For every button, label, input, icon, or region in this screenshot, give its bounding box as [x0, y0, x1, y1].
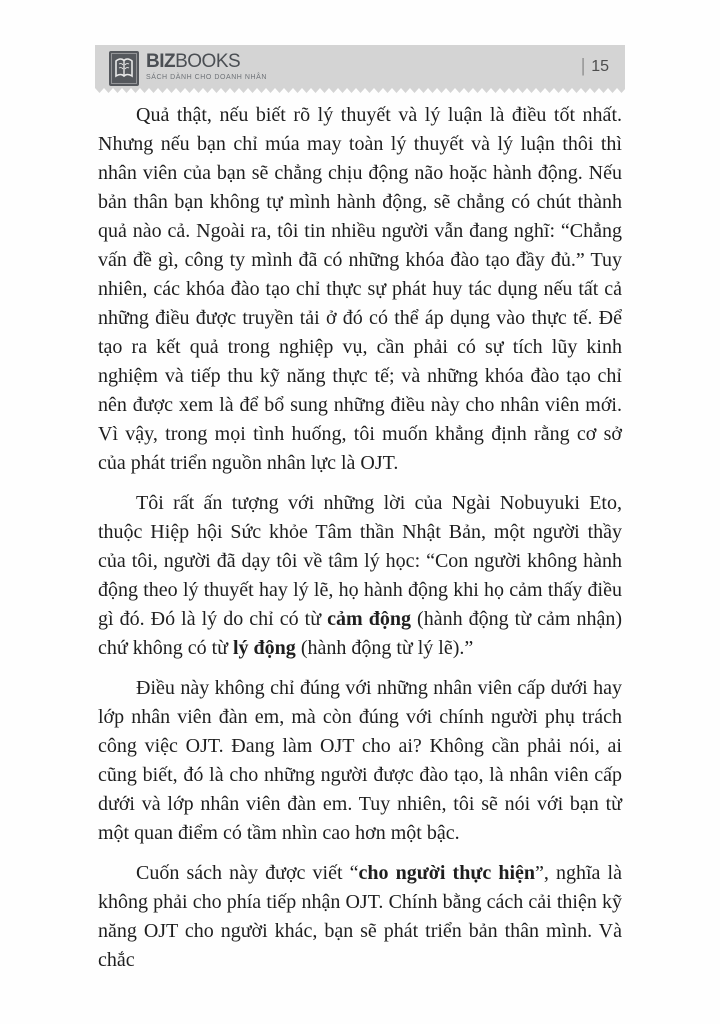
text-run: (hành động từ cảm nhận) chứ không có từ [98, 608, 623, 659]
paragraph [98, 674, 622, 848]
bizbooks-logo-icon [109, 51, 139, 86]
brand-name-biz: BIZ [146, 51, 176, 73]
paragraph [98, 101, 622, 478]
perforated-edge [95, 88, 625, 93]
text-run: Tôi rất ấn tượng với những lời của Ngài Nobuyuki Eto, thuộc Hiệp hội Sức khỏe Tâm thần Nhật Bản, một người thầy của tôi, người đã dạy tôi về tâm lý học: “Con người không hành động theo lý thuyết hay lý lẽ, họ hành động khi họ cảm thấy điều gì đó. Đó là lý do chỉ có từ [98, 492, 622, 630]
text-run: Điều này không chỉ đúng với những nhân viên cấp dưới hay lớp nhân viên đàn em, mà còn đúng với chính người phụ trách công việc OJT. Đang làm OJT cho ai? Không cần phải nói, ai cũng biết, đó là cho những người được đào tạo, là nhân viên cấp dưới và lớp nhân viên đàn em. Tuy nhiên, tôi sẽ nói với bạn từ một quan điểm có tầm nhìn cao hơn một bậc. [98, 677, 622, 844]
paragraph [98, 859, 622, 975]
text-run: Cuốn sách này được viết “ [136, 862, 359, 884]
brand-tagline: SÁCH DÀNH CHO DOANH NHÂN [146, 73, 267, 81]
header-bar [95, 45, 625, 88]
bold-text-run: lý động [233, 637, 296, 659]
page-number-value: 15 [591, 57, 609, 75]
page-number [581, 58, 611, 76]
brand-name-books: BOOKS [175, 51, 241, 73]
brand-text [146, 52, 267, 81]
text-run: ”, nghĩa là không phải cho phía tiếp nhận OJT. Chính bằng cách cải thiện kỹ năng OJT cho người khác, bạn sẽ phát triển bản thân mình. Và chắc [98, 862, 622, 971]
bold-text-run: cho người thực hiện [358, 862, 535, 884]
bizbooks-logo [109, 47, 267, 86]
paragraph [98, 489, 622, 663]
text-run: Quả thật, nếu biết rõ lý thuyết và lý luận là điều tốt nhất. Nhưng nếu bạn chỉ múa may toàn lý thuyết và lý luận thôi thì nhân viên của bạn sẽ chẳng chịu động não hoặc hành động. Nếu bản thân bạn không tự mình hành động, sẽ chẳng có chút thành quả nào cả. Ngoài ra, tôi tin nhiều người vẫn đang nghĩ: “Chẳng vấn đề gì, công ty mình đã có những khóa đào tạo đầy đủ.” Tuy nhiên, các khóa đào tạo chỉ thực sự phát huy tác dụng nếu tất cả những điều được truyền tải ở đó có thể áp dụng vào thực tế. Để tạo ra kết quả trong nghiệp vụ, cần phải có sự tích lũy kinh nghiệm và tiếp thu kỹ năng thực tế; và những khóa đào tạo chỉ nên được xem là để bổ sung những điều này cho nhân viên mới. Vì vậy, trong mọi tình huống, tôi muốn khẳng định rằng cơ sở của phát triển nguồn nhân lực là OJT. [98, 104, 622, 474]
page-number-separator: | [581, 56, 586, 76]
bold-text-run: cảm động [327, 608, 411, 630]
brand-name [146, 52, 267, 71]
page-body [98, 101, 622, 986]
text-run: (hành động từ lý lẽ).” [295, 637, 474, 659]
